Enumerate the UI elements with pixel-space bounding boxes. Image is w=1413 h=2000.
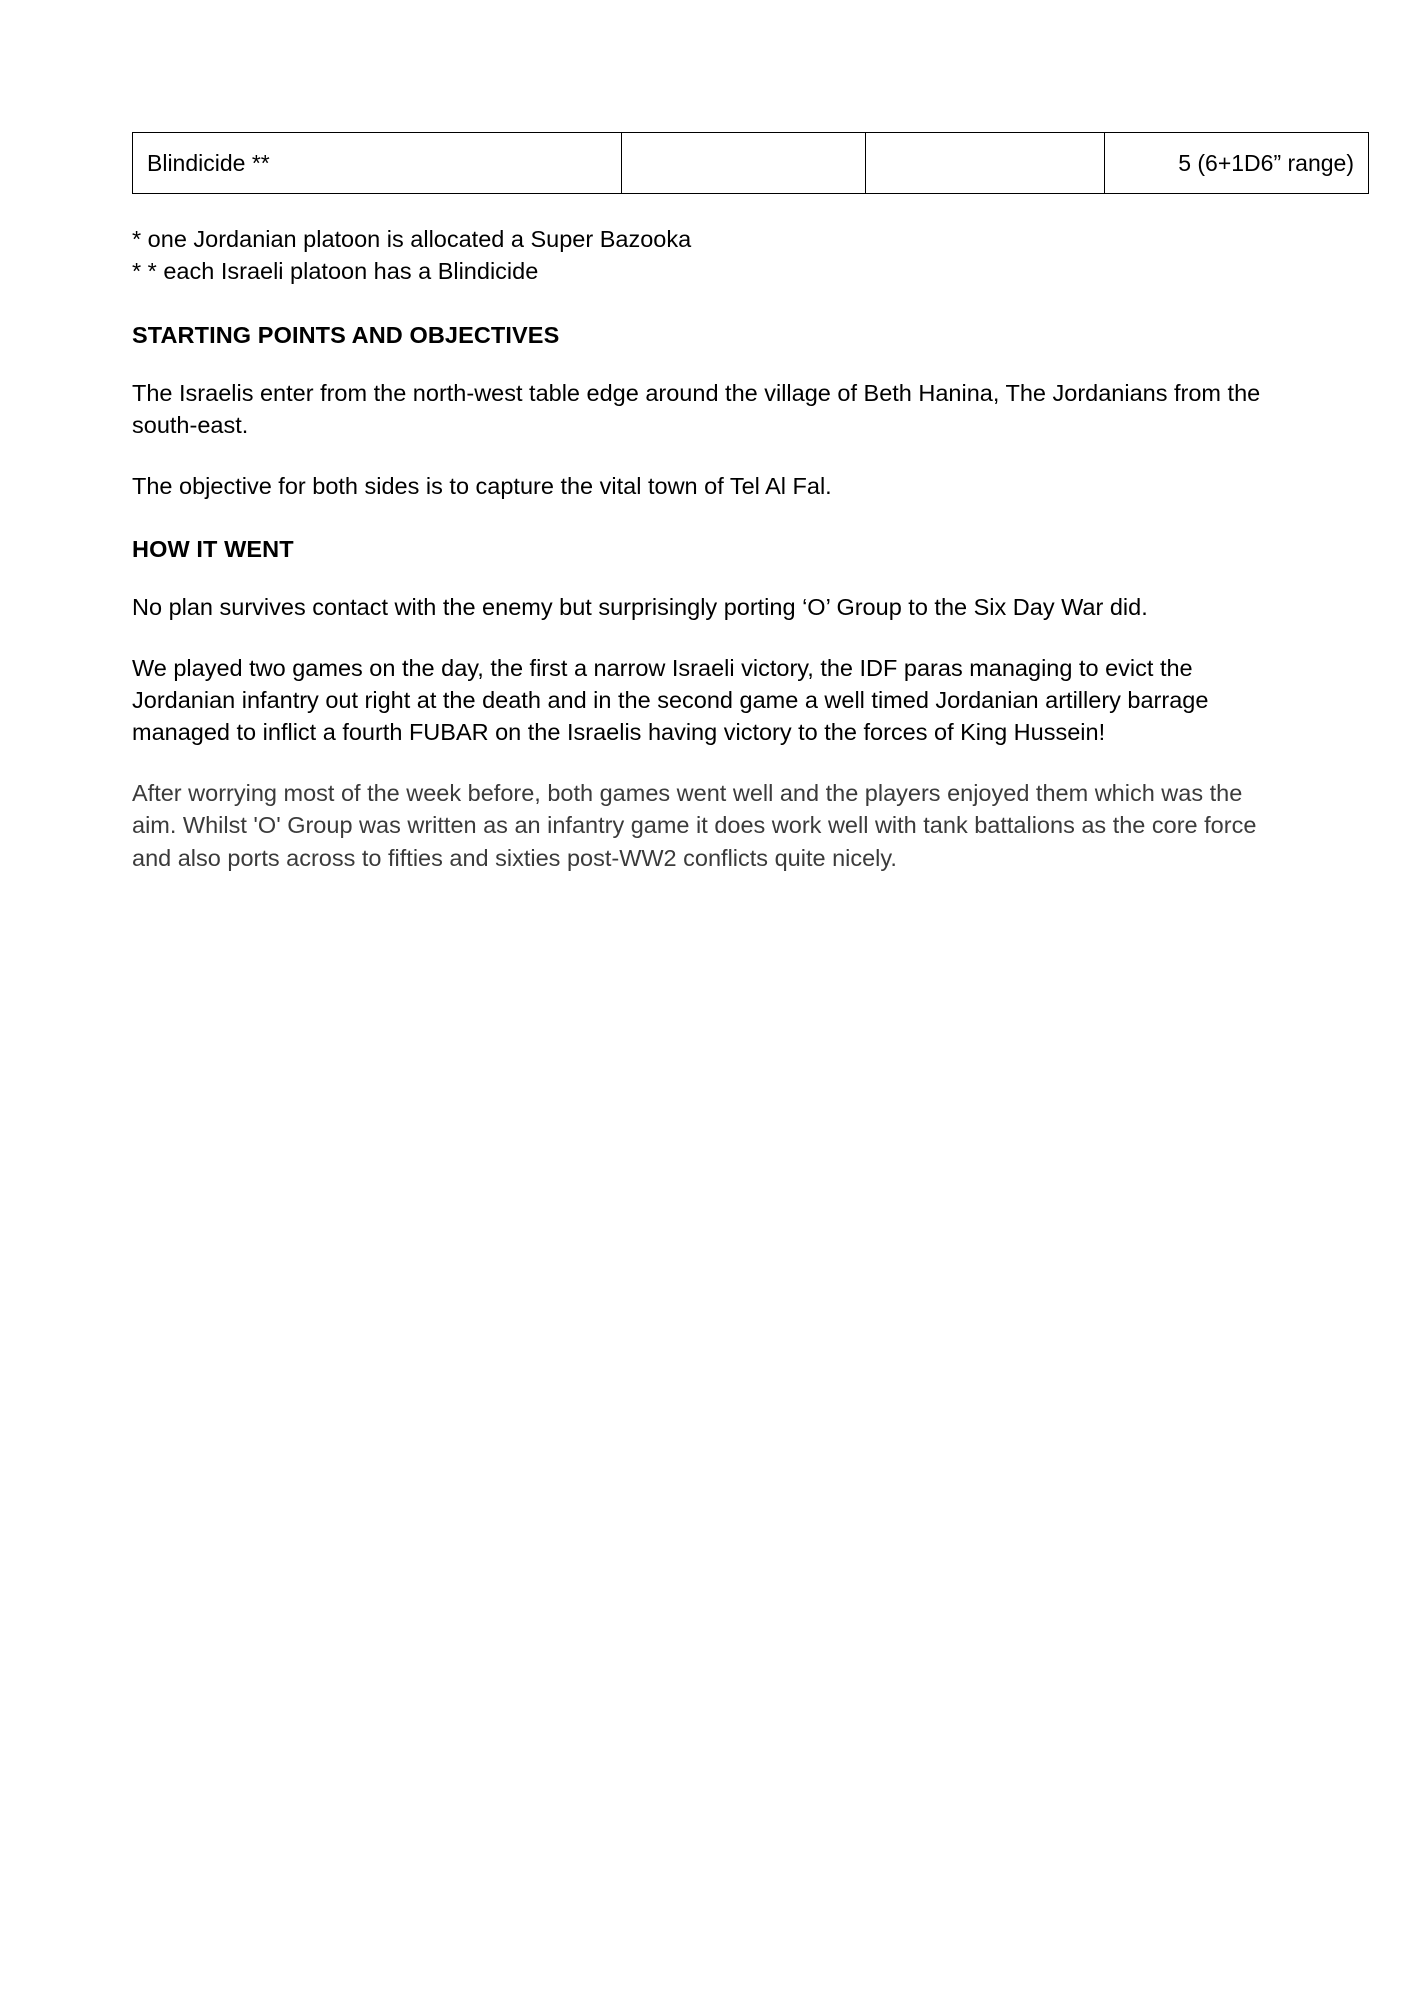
paragraph-no-plan: No plan survives contact with the enemy but surprisingly porting ‘O’ Group to the Six Day War did. [132,594,1148,621]
document-content [132,132,1354,874]
table-cell-blank-1 [622,133,866,194]
paragraph-objective: The objective for both sides is to capture the vital town of Tel Al Fal. [132,472,832,499]
section-heading-how-it-went: HOW IT WENT [132,536,294,563]
paragraph-entry-points: The Israelis enter from the north-west table edge around the village of Beth Hanina, The Jordanians from the south-east. [132,379,1261,439]
paragraph-reflection: After worrying most of the week before, both games went well and the players enjoyed them which was the aim. Whilst 'O' Group was written as an infantry game it does work well with tank battalions as the core force and also ports across to fifties and sixties post-WW2 conflicts quite nicely. [132,779,1257,871]
table-cell-weapon-name: Blindicide ** [133,133,622,194]
table-cell-range: 5 (6+1D6” range) [1105,133,1369,194]
footnotes-block [132,224,1262,288]
section-heading-starting-points: STARTING POINTS AND OBJECTIVES [132,321,560,348]
footnote-item: * * each Israeli platoon has a Blindicide [132,257,539,284]
table-cell-blank-2 [866,133,1105,194]
paragraph-two-games: We played two games on the day, the first a narrow Israeli victory, the IDF paras managing to evict the Jordanian infantry out right at the death and in the second game a well timed Jordanian artillery barrage managed to inflict a fourth FUBAR on the Israelis having victory to the forces of King Hussein! [132,654,1209,746]
footnote-item: * one Jordanian platoon is allocated a Super Bazooka [132,226,692,252]
weapon-stats-table [132,132,1369,194]
table-row [133,133,1369,194]
